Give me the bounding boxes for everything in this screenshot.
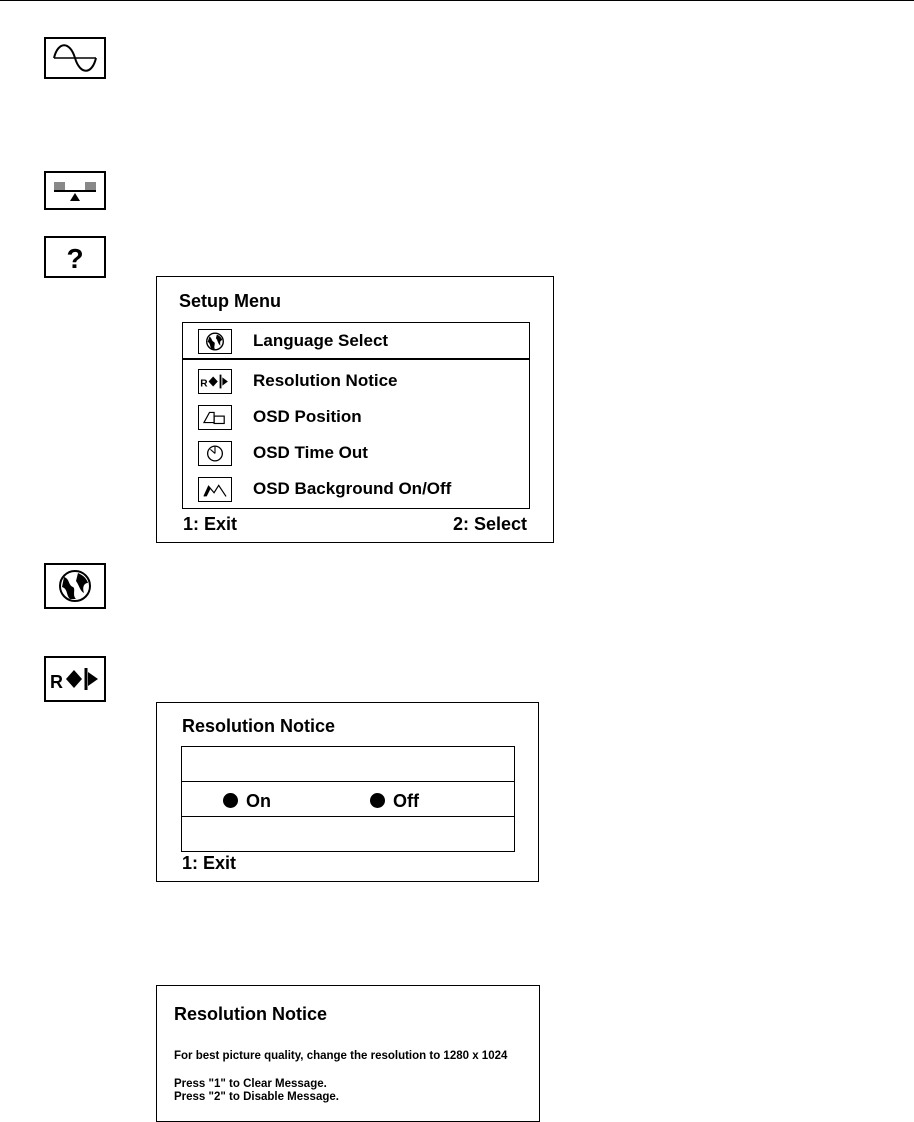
balance-icon <box>44 171 106 210</box>
timer-icon <box>198 441 232 466</box>
svg-text:R: R <box>200 378 208 390</box>
menu-item-osd-background[interactable] <box>183 471 529 507</box>
menu-item-resolution-notice[interactable] <box>183 363 529 399</box>
option-on-radio[interactable] <box>223 791 271 812</box>
radio-dot-icon <box>370 793 385 808</box>
menu-item-language-select[interactable] <box>183 323 529 360</box>
message-title: Resolution Notice <box>174 1004 328 1024</box>
option-off-label: Off <box>393 791 419 811</box>
message-line: Press "2" to Disable Message. <box>174 1091 339 1103</box>
setup-menu-window <box>156 276 554 543</box>
menu-item-osd-time-out[interactable] <box>183 435 529 471</box>
message-line: Press "1" to Clear Message. <box>174 1078 327 1090</box>
setup-menu-title: Setup Menu <box>179 291 281 311</box>
sine-wave-icon <box>44 37 106 79</box>
svg-text:?: ? <box>66 243 84 274</box>
page-top-rule <box>0 0 914 1</box>
menu-item-label: Resolution Notice <box>253 371 398 390</box>
globe-icon <box>198 329 232 354</box>
radio-dot-icon <box>223 793 238 808</box>
menu-item-label: OSD Background On/Off <box>253 479 452 498</box>
menu-item-label: OSD Position <box>253 407 362 426</box>
resolution-notice-options <box>181 746 515 852</box>
background-icon <box>198 477 232 502</box>
option-on-label: On <box>246 791 271 811</box>
resolution-notice-icon <box>198 369 232 394</box>
resolution-message-window <box>156 985 540 1122</box>
svg-text:R: R <box>50 672 63 692</box>
exit-hint: 1: Exit <box>183 514 238 534</box>
menu-item-label: OSD Time Out <box>253 443 368 462</box>
resolution-notice-window <box>156 702 539 882</box>
select-hint: 2: Select <box>452 514 527 534</box>
resolution-notice-title: Resolution Notice <box>182 716 336 736</box>
resolution-notice-icon <box>44 656 106 702</box>
osd-position-icon <box>198 405 232 430</box>
help-icon <box>44 236 106 278</box>
divider <box>182 816 514 817</box>
menu-item-label: Language Select <box>253 331 389 350</box>
exit-hint: 1: Exit <box>182 853 237 873</box>
menu-item-osd-position[interactable] <box>183 399 529 435</box>
option-off-radio[interactable] <box>370 791 419 812</box>
setup-menu-list <box>182 322 530 509</box>
divider <box>182 781 514 782</box>
message-line: For best picture quality, change the resolution to 1280 x 1024 <box>174 1050 508 1062</box>
globe-icon <box>44 563 106 609</box>
